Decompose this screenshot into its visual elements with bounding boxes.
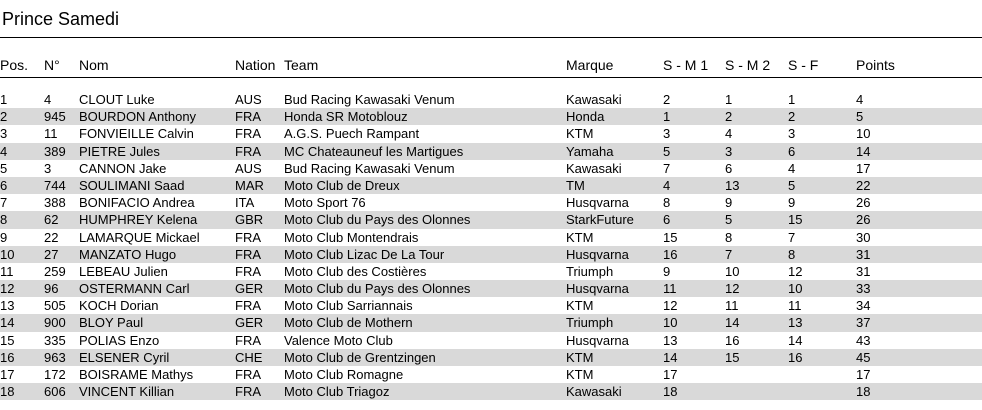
cell-sm2: 3 xyxy=(725,143,733,159)
cell-nom: BOURDON Anthony xyxy=(79,109,197,125)
cell-sm2: 16 xyxy=(725,332,740,348)
cell-nom: LAMARQUE Mickael xyxy=(79,229,200,245)
cell-nation: FRA xyxy=(235,246,261,262)
cell-sf: 10 xyxy=(788,281,803,297)
cell-nom: KOCH Dorian xyxy=(79,298,159,314)
table-row xyxy=(0,246,982,263)
table-row xyxy=(0,143,982,160)
cell-nation: FRA xyxy=(235,298,261,314)
table-row xyxy=(0,194,982,211)
cell-sm2: 5 xyxy=(725,212,733,228)
cell-team: Moto Club de Mothern xyxy=(284,315,413,331)
cell-marque: Kawasaki xyxy=(566,160,622,176)
cell-marque: Triumph xyxy=(566,263,614,279)
cell-team: Moto Club Romagne xyxy=(284,367,404,382)
cell-sm1: 12 xyxy=(663,298,678,314)
cell-sm1: 9 xyxy=(663,263,671,279)
cell-num: 96 xyxy=(44,281,59,297)
cell-pos: 17 xyxy=(0,367,15,382)
cell-pos: 4 xyxy=(0,143,8,159)
cell-num: 744 xyxy=(44,177,66,193)
cell-sf: 16 xyxy=(788,349,803,365)
cell-sf: 8 xyxy=(788,246,796,262)
title-divider xyxy=(0,37,982,38)
cell-team: Moto Club Triagoz xyxy=(284,384,390,400)
cell-marque: Yamaha xyxy=(566,143,614,159)
cell-pos: 11 xyxy=(0,263,14,279)
cell-team: MC Chateauneuf les Martigues xyxy=(284,143,464,159)
cell-marque: KTM xyxy=(566,229,594,245)
cell-sm2: 15 xyxy=(725,349,740,365)
header-divider xyxy=(0,77,982,78)
cell-sm1: 14 xyxy=(663,349,678,365)
cell-sf: 15 xyxy=(788,212,803,228)
cell-pos: 16 xyxy=(0,349,15,365)
table-row xyxy=(0,160,982,177)
cell-nom: CLOUT Luke xyxy=(79,92,155,107)
cell-marque: Husqvarna xyxy=(566,332,629,348)
cell-num: 505 xyxy=(44,298,66,314)
cell-team: Moto Club Montendrais xyxy=(284,229,419,245)
cell-sm2: 14 xyxy=(725,315,740,331)
cell-sm1: 1 xyxy=(663,109,671,125)
cell-num: 389 xyxy=(44,143,66,159)
cell-sm2: 13 xyxy=(725,177,740,193)
cell-num: 259 xyxy=(44,263,66,279)
cell-points: 37 xyxy=(856,315,871,331)
cell-sm1: 6 xyxy=(663,212,671,228)
cell-marque: Husqvarna xyxy=(566,195,629,211)
cell-sm1: 4 xyxy=(663,177,671,193)
cell-sf: 1 xyxy=(788,92,796,107)
cell-nom: BOISRAME Mathys xyxy=(79,367,194,382)
cell-nation: GER xyxy=(235,315,264,331)
cell-team: Bud Racing Kawasaki Venum xyxy=(284,92,455,107)
cell-points: 33 xyxy=(856,281,871,297)
cell-sm2: 1 xyxy=(725,92,733,107)
cell-nation: FRA xyxy=(235,126,261,142)
cell-sm1: 16 xyxy=(663,246,678,262)
cell-marque: Husqvarna xyxy=(566,246,629,262)
cell-pos: 10 xyxy=(0,246,15,262)
cell-points: 30 xyxy=(856,229,871,245)
cell-marque: KTM xyxy=(566,367,594,382)
cell-marque: Honda xyxy=(566,109,605,125)
cell-marque: KTM xyxy=(566,126,594,142)
table-row xyxy=(0,125,982,142)
cell-sf: 9 xyxy=(788,195,796,211)
cell-num: 388 xyxy=(44,195,66,211)
cell-sm2: 10 xyxy=(725,263,740,279)
cell-sf: 7 xyxy=(788,229,796,245)
cell-num: 963 xyxy=(44,349,66,365)
cell-sm2: 11 xyxy=(725,298,739,314)
header-sm1: S - M 1 xyxy=(663,57,709,73)
cell-marque: Kawasaki xyxy=(566,384,622,400)
cell-nom: BONIFACIO Andrea xyxy=(79,195,195,211)
table-row xyxy=(0,332,982,349)
cell-sf: 13 xyxy=(788,315,803,331)
cell-marque: StarkFuture xyxy=(566,212,634,228)
cell-sm1: 13 xyxy=(663,332,678,348)
cell-points: 4 xyxy=(856,92,864,107)
cell-sm1: 5 xyxy=(663,143,671,159)
cell-pos: 5 xyxy=(0,160,8,176)
cell-sm2: 2 xyxy=(725,109,733,125)
cell-team: Moto Club Lizac De La Tour xyxy=(284,246,445,262)
cell-team: Moto Club du Pays des Olonnes xyxy=(284,281,471,297)
cell-pos: 7 xyxy=(0,195,8,211)
cell-nom: PIETRE Jules xyxy=(79,143,160,159)
cell-points: 18 xyxy=(856,384,871,400)
cell-nation: GBR xyxy=(235,212,264,228)
cell-sm1: 3 xyxy=(663,126,671,142)
cell-team: Bud Racing Kawasaki Venum xyxy=(284,160,455,176)
cell-nation: FRA xyxy=(235,384,261,400)
table-row xyxy=(0,383,982,400)
table-row xyxy=(0,108,982,125)
table-row xyxy=(0,297,982,314)
cell-team: Honda SR Motoblouz xyxy=(284,109,408,125)
cell-sm2: 4 xyxy=(725,126,733,142)
table-header xyxy=(0,55,982,75)
cell-sm1: 7 xyxy=(663,160,671,176)
cell-num: 335 xyxy=(44,332,66,348)
header-sm2: S - M 2 xyxy=(725,57,771,73)
cell-sm1: 10 xyxy=(663,315,678,331)
cell-pos: 9 xyxy=(0,229,8,245)
cell-num: 172 xyxy=(44,367,66,382)
cell-pos: 3 xyxy=(0,126,8,142)
cell-sm1: 15 xyxy=(663,229,678,245)
cell-nom: VINCENT Killian xyxy=(79,384,175,400)
header-sf: S - F xyxy=(788,57,819,73)
cell-nation: AUS xyxy=(235,160,262,176)
cell-num: 945 xyxy=(44,109,66,125)
cell-team: Moto Club du Pays des Olonnes xyxy=(284,212,471,228)
cell-num: 11 xyxy=(44,126,58,142)
header-marque: Marque xyxy=(566,57,614,73)
cell-sm1: 17 xyxy=(663,367,678,382)
cell-nom: SOULIMANI Saad xyxy=(79,177,185,193)
cell-sm2: 8 xyxy=(725,229,733,245)
cell-points: 43 xyxy=(856,332,871,348)
cell-nom: MANZATO Hugo xyxy=(79,246,177,262)
cell-nation: FRA xyxy=(235,263,261,279)
cell-sm2: 6 xyxy=(725,160,733,176)
cell-marque: KTM xyxy=(566,349,594,365)
cell-nation: FRA xyxy=(235,332,261,348)
cell-pos: 15 xyxy=(0,332,15,348)
cell-sf: 4 xyxy=(788,160,796,176)
cell-nom: BLOY Paul xyxy=(79,315,144,331)
cell-team: Moto Club Sarriannais xyxy=(284,298,413,314)
cell-nom: POLIAS Enzo xyxy=(79,332,160,348)
cell-marque: Triumph xyxy=(566,315,614,331)
cell-sf: 2 xyxy=(788,109,796,125)
cell-pos: 1 xyxy=(0,92,8,107)
cell-sf: 3 xyxy=(788,126,796,142)
cell-sm2: 12 xyxy=(725,281,740,297)
cell-nation: FRA xyxy=(235,109,261,125)
cell-pos: 18 xyxy=(0,384,15,400)
cell-nation: FRA xyxy=(235,143,261,159)
cell-nom: HUMPHREY Kelena xyxy=(79,212,198,228)
cell-team: Moto Club de Grentzingen xyxy=(284,349,436,365)
cell-points: 45 xyxy=(856,349,871,365)
cell-team: Valence Moto Club xyxy=(284,332,393,348)
cell-points: 14 xyxy=(856,143,871,159)
cell-nation: MAR xyxy=(235,177,264,193)
table-row xyxy=(0,366,982,383)
cell-points: 26 xyxy=(856,212,871,228)
table-row xyxy=(0,211,982,228)
cell-points: 34 xyxy=(856,298,871,314)
header-nation: Nation xyxy=(235,57,276,73)
cell-pos: 2 xyxy=(0,109,8,125)
table-row xyxy=(0,91,982,108)
results-table-body xyxy=(0,91,982,400)
cell-nom: ELSENER Cyril xyxy=(79,349,170,365)
cell-pos: 6 xyxy=(0,177,8,193)
table-row xyxy=(0,280,982,297)
cell-sf: 12 xyxy=(788,263,803,279)
cell-team: A.G.S. Puech Rampant xyxy=(284,126,420,142)
cell-sf: 11 xyxy=(788,298,802,314)
header-nom: Nom xyxy=(79,57,109,73)
cell-nation: AUS xyxy=(235,92,262,107)
cell-points: 17 xyxy=(856,160,871,176)
cell-num: 22 xyxy=(44,229,59,245)
cell-nom: CANNON Jake xyxy=(79,160,167,176)
cell-points: 5 xyxy=(856,109,864,125)
cell-team: Moto Club des Costières xyxy=(284,263,427,279)
cell-nation: GER xyxy=(235,281,264,297)
cell-marque: Kawasaki xyxy=(566,92,622,107)
cell-sm1: 11 xyxy=(663,281,677,297)
cell-sm1: 18 xyxy=(663,384,678,400)
cell-pos: 12 xyxy=(0,281,15,297)
cell-nom: LEBEAU Julien xyxy=(79,263,168,279)
cell-num: 3 xyxy=(44,160,52,176)
header-pos: Pos. xyxy=(0,57,29,73)
cell-points: 17 xyxy=(856,367,871,382)
cell-sf: 6 xyxy=(788,143,796,159)
cell-num: 606 xyxy=(44,384,66,400)
cell-nation: FRA xyxy=(235,229,261,245)
cell-nom: FONVIEILLE Calvin xyxy=(79,126,194,142)
cell-sf: 5 xyxy=(788,177,796,193)
cell-marque: TM xyxy=(566,177,585,193)
cell-sm1: 2 xyxy=(663,92,671,107)
cell-num: 4 xyxy=(44,92,52,107)
header-num: N° xyxy=(44,57,60,73)
table-row xyxy=(0,349,982,366)
cell-sm2: 7 xyxy=(725,246,733,262)
table-row xyxy=(0,229,982,246)
cell-nation: ITA xyxy=(235,195,255,211)
cell-points: 31 xyxy=(856,246,871,262)
cell-points: 31 xyxy=(856,263,871,279)
cell-num: 900 xyxy=(44,315,66,331)
cell-team: Moto Club de Dreux xyxy=(284,177,400,193)
table-row xyxy=(0,263,982,280)
cell-nom: OSTERMANN Carl xyxy=(79,281,190,297)
page-title: Prince Samedi xyxy=(2,9,120,29)
cell-sm1: 8 xyxy=(663,195,671,211)
cell-marque: Husqvarna xyxy=(566,281,629,297)
cell-pos: 13 xyxy=(0,298,15,314)
cell-marque: KTM xyxy=(566,298,594,314)
header-team: Team xyxy=(284,57,319,73)
cell-points: 26 xyxy=(856,195,871,211)
cell-team: Moto Sport 76 xyxy=(284,195,366,211)
cell-sm2: 9 xyxy=(725,195,733,211)
header-points: Points xyxy=(856,57,895,73)
cell-num: 27 xyxy=(44,246,59,262)
cell-sf: 14 xyxy=(788,332,803,348)
cell-pos: 14 xyxy=(0,315,15,331)
cell-nation: FRA xyxy=(235,367,261,382)
cell-num: 62 xyxy=(44,212,59,228)
cell-nation: CHE xyxy=(235,349,263,365)
cell-pos: 8 xyxy=(0,212,8,228)
table-row xyxy=(0,177,982,194)
table-row xyxy=(0,314,982,331)
cell-points: 10 xyxy=(856,126,871,142)
cell-points: 22 xyxy=(856,177,871,193)
